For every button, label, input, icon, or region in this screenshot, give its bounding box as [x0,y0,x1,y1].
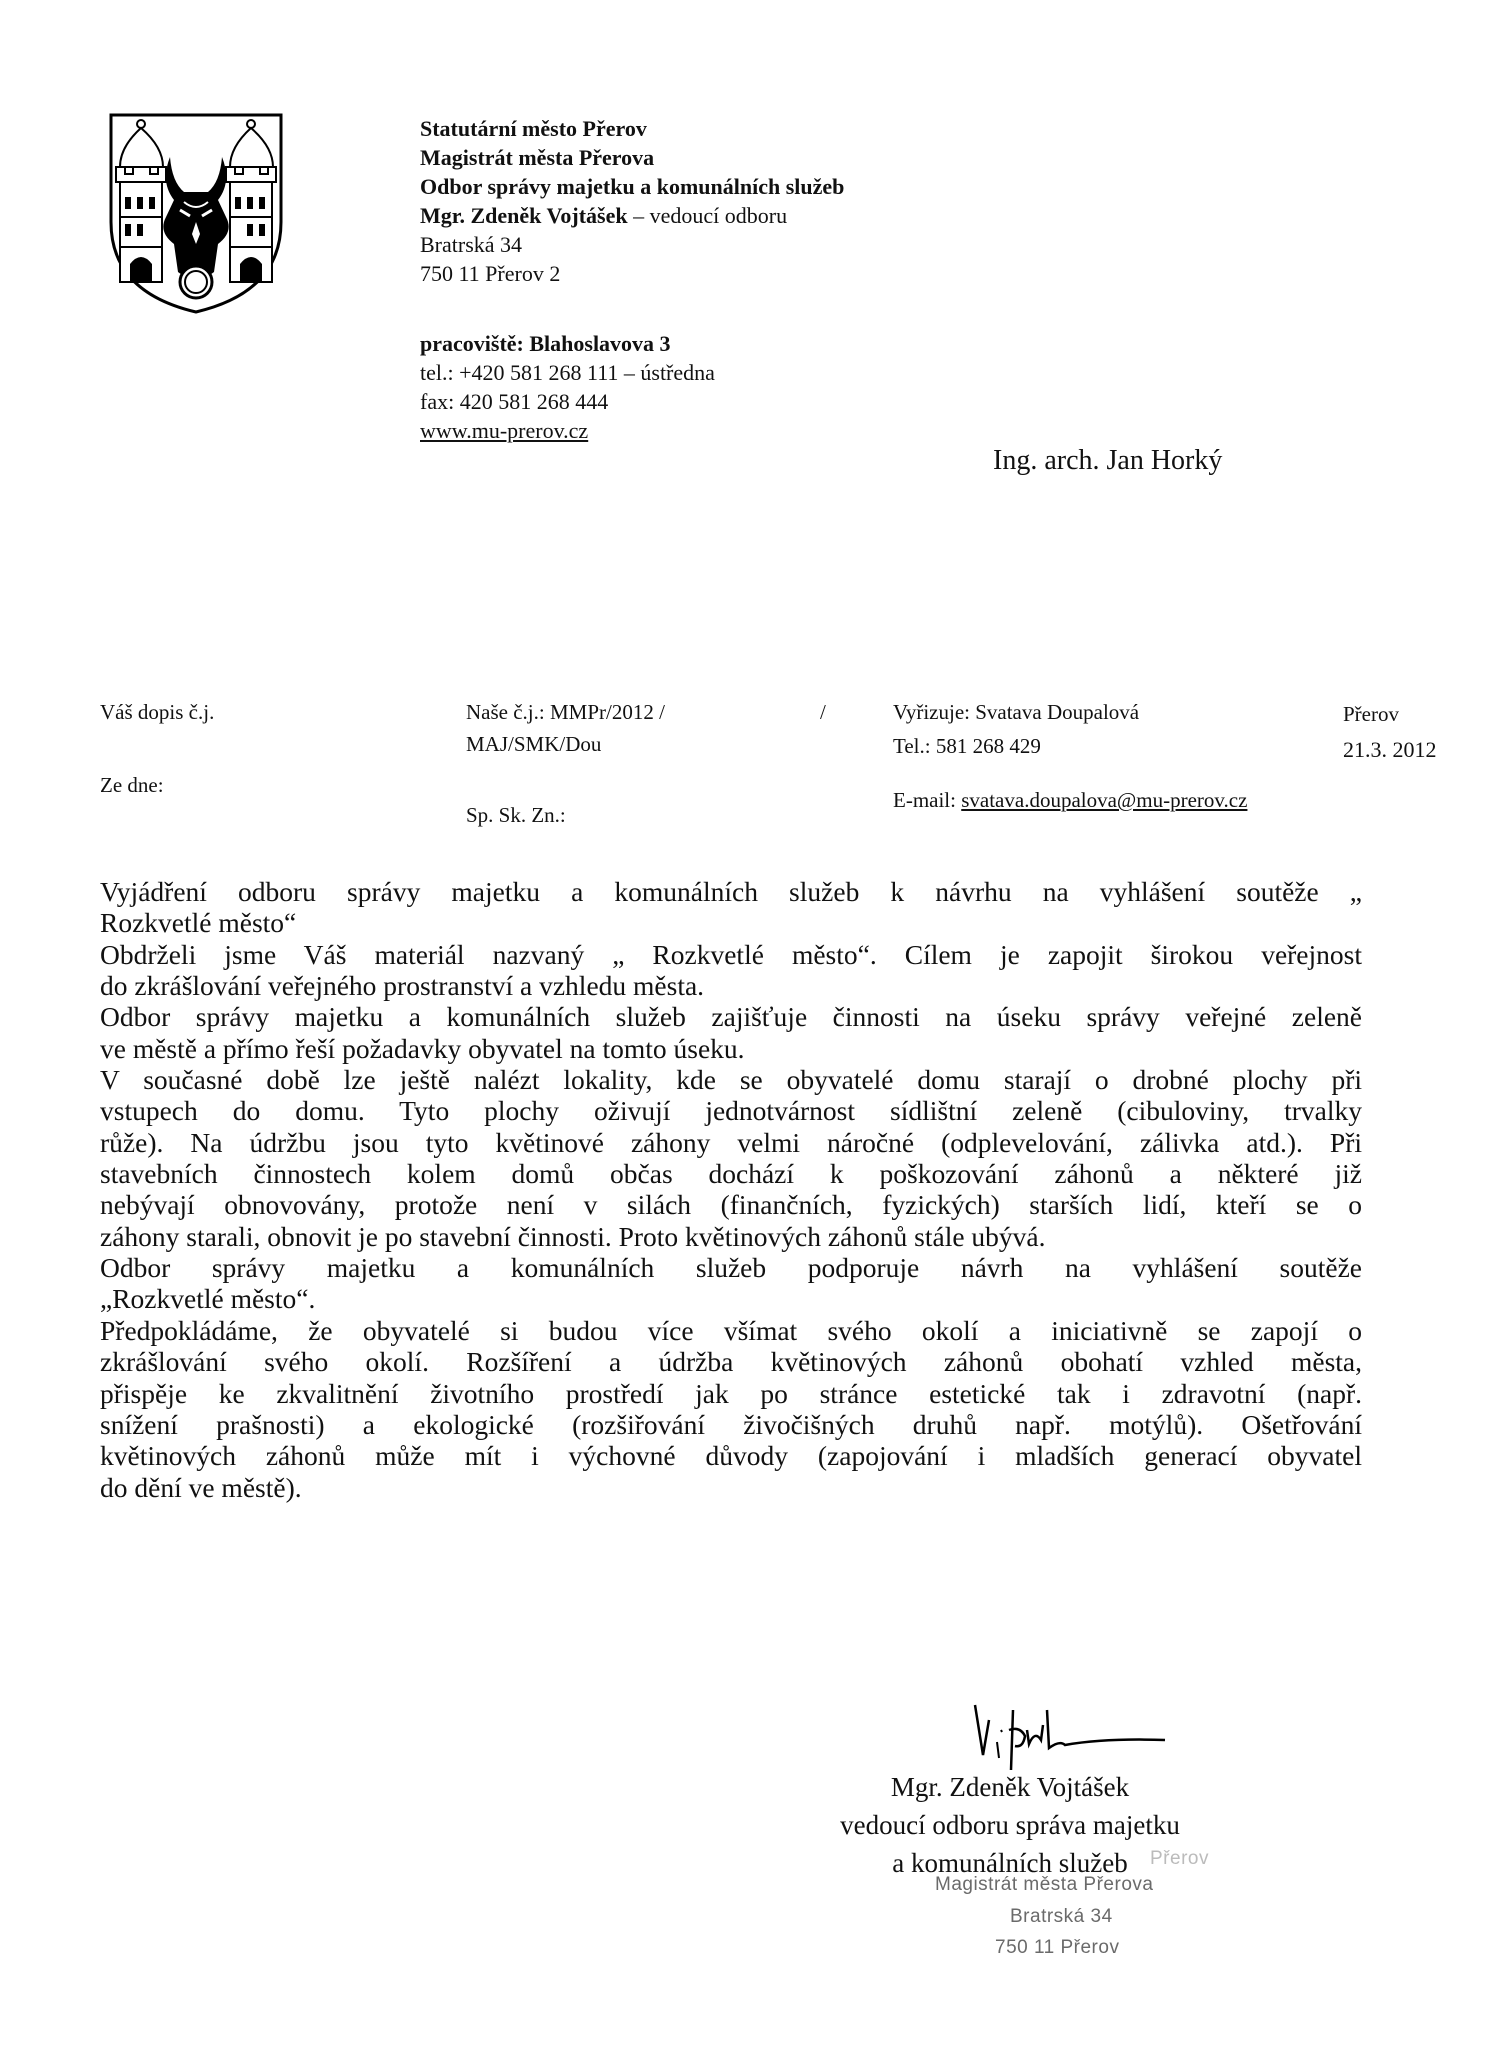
body-line: zkrášlování svého okolí. Rozšíření a údržba květinových záhonů obohatí vzhled města, [100,1346,1362,1378]
your-letter-label: Váš dopis č.j. [100,700,215,724]
body-line: snížení prašnosti) a ekologické (rozšiřování živočišných druhů např. motýlů). Ošetřování [100,1408,1362,1440]
handwritten-signature [965,1700,1175,1775]
body-line: přispěje ke zkvalitnění životního prostředí jak po stránce estetické tak i zdravotní (např. [100,1377,1362,1409]
stamp-line-0: Přerov [1150,1848,1209,1869]
our-ref-dept: MAJ/SMK/Dou [466,732,602,756]
stamp-line-1: Magistrát města Přerova [935,1874,1154,1895]
body-line: do zkrášlování veřejného prostranství a vzhledu města. [100,970,705,1002]
body-line: do dění ve městě). [100,1471,302,1503]
body-line: Rozkvetlé město“ [100,907,297,939]
body-line: Odbor správy majetku a komunálních služeb podporuje návrh na vyhlášení soutěže [100,1252,1362,1284]
body-line: růže). Na údržbu jsou tyto květinové záhony velmi náročné (odplevelování, zálivka atd.). Při [100,1126,1362,1158]
body-line: stavebních činnostech kolem domů občas dochází k poškozování záhonů a některé již [100,1158,1362,1190]
letter-body [100,876,1362,1503]
city-name: Statutární město Přerov [420,116,647,141]
date-label: Ze dne: [100,773,164,797]
place: Přerov [1343,702,1399,726]
body-line: Odbor správy majetku a komunálních služeb zajišťuje činnosti na úseku správy veřejné zeleně [100,1001,1362,1033]
coat-of-arms-logo [108,112,284,316]
email-link[interactable]: svatava.doupalova@mu-prerov.cz [961,788,1248,812]
letterhead [420,114,844,445]
department-name: Odbor správy majetku a komunálních služeb [420,174,845,199]
handler-phone: Tel.: 581 268 429 [893,734,1041,758]
stamp-line-2: Bratrská 34 [1010,1906,1113,1927]
body-line: nebývají obnovovány, protože není v silách (finančních, fyzických) starších lidí, kteří se o [100,1189,1362,1221]
stamp-line-3: 750 11 Přerov [995,1937,1120,1958]
phone: tel.: +420 581 268 111 – ústředna [420,360,715,385]
our-ref: Naše č.j.: MMPr/2012 / [466,700,665,724]
handled-by: Vyřizuje: Svatava Doupalová [893,700,1140,724]
body-line: vstupech do domu. Tyto plochy oživují jednotvárnost sídlištní zeleně (cibuloviny, trvalky [100,1095,1362,1127]
date: 21.3. 2012 [1343,737,1437,762]
file-mark-label: Sp. Sk. Zn.: [466,803,566,827]
signer-title-2: a komunálních služeb [892,1848,1128,1878]
signer-name: Mgr. Zdeněk Vojtášek [890,1772,1130,1802]
body-line: Vyjádření odboru správy majetku a komunálních služeb k návrhu na vyhlášení soutěže „ [100,876,1362,907]
body-line: ve městě a přímo řeší požadavky obyvatel na tomto úseku. [100,1032,745,1064]
body-line: záhony starali, obnovit je po stavební činnosti. Proto květinových záhonů stále ubývá. [100,1220,1046,1252]
recipient-name: Ing. arch. Jan Horký [993,445,1223,476]
body-line: „Rozkvetlé město“. [100,1283,316,1315]
body-line: Obdrželi jsme Váš materiál nazvaný „ Rozkvetlé město“. Cílem je zapojit širokou veřejnost [100,938,1362,970]
body-line: V současné době lze ještě nalézt lokality, kde se obyvatelé domu starají o drobné plochy při [100,1064,1362,1096]
department-head: Mgr. Zdeněk Vojtášek – vedoucí odboru [420,203,788,228]
body-line: květinových záhonů může mít i výchovné důvody (zapojování i mladších generací obyvatel [100,1440,1362,1472]
fax: fax: 420 581 268 444 [420,389,609,414]
signer-title: vedoucí odboru správa majetku [840,1810,1180,1840]
our-ref-slash: / [820,700,826,724]
body-line: Předpokládáme, že obyvatelé si budou více všímat svého okolí a iniciativně se zapojí o [100,1314,1362,1346]
postal-address: 750 11 Přerov 2 [420,261,561,286]
magistrate-name: Magistrát města Přerova [420,145,655,170]
handler-email: E-mail: svatava.doupalova@mu-prerov.cz [893,788,1248,812]
workplace: pracoviště: Blahoslavova 3 [420,331,671,356]
website-link[interactable]: www.mu-prerov.cz [420,418,589,443]
street-address: Bratrská 34 [420,232,523,257]
